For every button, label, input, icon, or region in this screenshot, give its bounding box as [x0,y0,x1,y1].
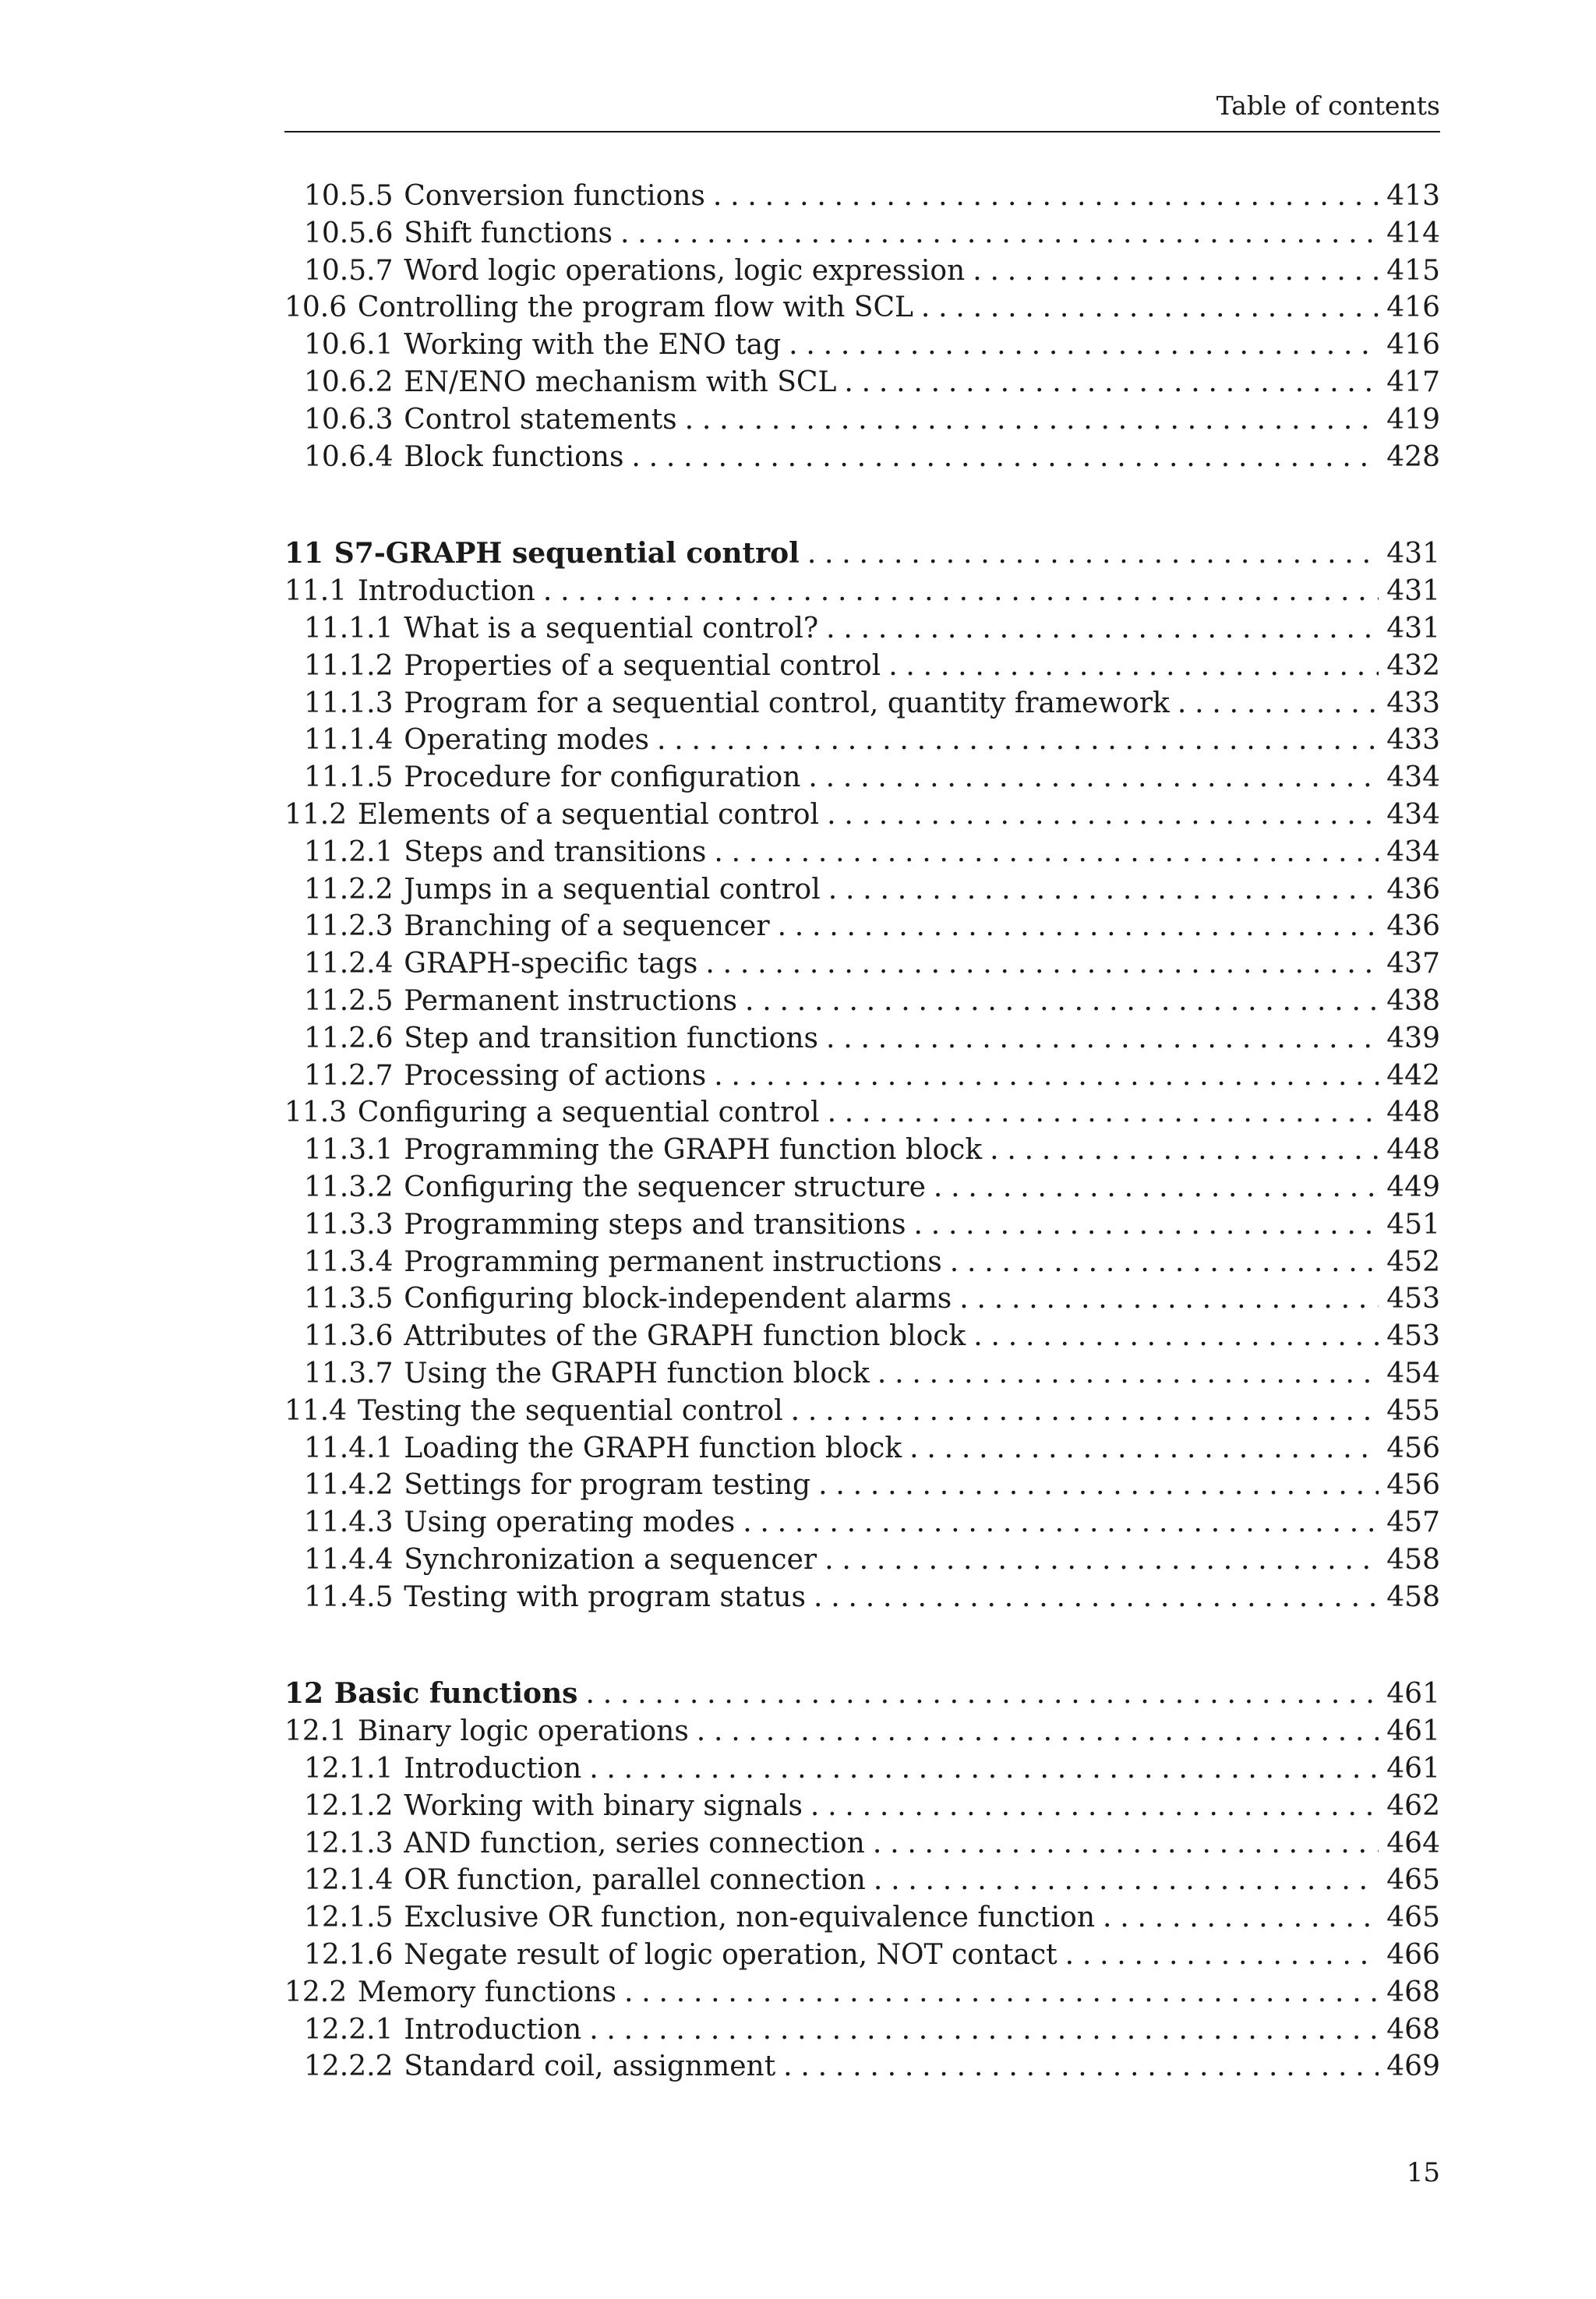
entry-number: 11.1.3 [304,687,394,719]
toc-entry[interactable] [284,178,1440,215]
entry-page: 417 [1386,366,1440,398]
dot-leader [950,1244,1379,1281]
entry-page: 455 [1386,1394,1440,1427]
entry-page: 465 [1386,1902,1440,1934]
entry-title: Block functions [404,440,624,473]
dot-leader [714,834,1379,871]
entry-number: 10.5.6 [304,217,394,249]
entry-number: 10.6.1 [304,329,394,362]
toc-entry[interactable] [284,1825,1440,1863]
entry-number: 11.1.4 [304,724,394,757]
entry-page: 448 [1386,1097,1440,1129]
entry-page: 442 [1386,1059,1440,1092]
entry-page: 432 [1386,649,1440,682]
entry-title: Basic functions [334,1677,578,1711]
entry-number: 11.4.5 [304,1580,394,1613]
dot-leader [814,1579,1379,1616]
entry-number: 10.5.5 [304,180,394,212]
toc-entry[interactable] [284,1467,1440,1504]
entry-title: Exclusive OR function, non-equivalence function [404,1902,1096,1934]
entry-number: 11.2.6 [304,1022,394,1054]
dot-leader [807,535,1379,573]
entry-page: 431 [1386,575,1440,608]
entry-number: 11.3.2 [304,1171,394,1203]
entry-page: 453 [1386,1283,1440,1315]
entry-number: 11.3.3 [304,1208,394,1241]
entry-number: 10.6.3 [304,403,394,436]
toc-entry[interactable] [284,1206,1440,1244]
toc-entry[interactable] [284,1713,1440,1750]
toc-entry[interactable] [284,1579,1440,1616]
dot-leader [808,759,1379,796]
toc-entry[interactable] [284,327,1440,364]
header-title: Table of contents [1216,90,1440,121]
entry-number: 11.2.4 [304,948,394,980]
entry-title: Branching of a sequencer [404,910,770,943]
entry-number: 12.1.1 [304,1753,394,1785]
entry-number: 10.6 [284,291,348,324]
entry-title: Configuring the sequencer structure [404,1171,926,1203]
entry-number: 11.1.5 [304,761,394,794]
entry-title: Introduction [404,1753,582,1785]
entry-title: Control statements [404,403,677,436]
entry-title: Settings for program testing [404,1469,811,1502]
entry-title: Program for a sequential control, quantity framework [404,687,1170,719]
entry-title: Elements of a sequential control [357,798,820,831]
entry-title: Controlling the program flow with SCL [357,291,913,324]
dot-leader [921,289,1379,327]
toc-chapter-entry[interactable] [284,535,1440,573]
page-number: 15 [1406,2157,1440,2188]
entry-title: Using operating modes [404,1506,736,1539]
dot-leader [990,1132,1379,1169]
toc-entry[interactable] [284,648,1440,685]
entry-page: 434 [1386,761,1440,794]
dot-leader [1103,1899,1379,1937]
entry-page: 428 [1386,440,1440,473]
toc-entry[interactable] [284,1541,1440,1579]
entry-number: 11.1 [284,575,348,608]
toc-entry[interactable] [284,1750,1440,1788]
entry-page: 465 [1386,1864,1440,1897]
toc-entry[interactable] [284,439,1440,476]
entry-title: Memory functions [357,1976,616,2008]
entry-page: 469 [1386,2050,1440,2083]
dot-leader [783,2048,1379,2085]
toc-entry[interactable] [284,1862,1440,1899]
toc-entry[interactable] [284,983,1440,1020]
entry-title: Standard coil, assignment [404,2050,776,2083]
entry-title: Introduction [404,2013,582,2046]
entry-page: 413 [1386,180,1440,212]
dot-leader [714,1058,1379,1095]
dot-leader [745,983,1379,1020]
entry-number: 11.2.2 [304,873,394,906]
entry-page: 453 [1386,1320,1440,1353]
dot-leader [828,1094,1379,1132]
toc-entry[interactable] [284,1058,1440,1095]
dot-leader [705,945,1379,983]
toc-entry[interactable] [284,945,1440,983]
entry-number: 11.2.5 [304,984,394,1017]
dot-leader [888,648,1379,685]
dot-leader [624,1974,1379,2011]
entry-page: 461 [1386,1715,1440,1748]
entry-page: 458 [1386,1543,1440,1576]
section-gap [284,475,1440,535]
dot-leader [657,722,1379,759]
dot-leader [543,573,1379,610]
entry-number: 11.4.4 [304,1543,394,1576]
entry-number: 11.2.7 [304,1059,394,1092]
toc-entry[interactable] [284,215,1440,253]
entry-title: Working with binary signals [404,1789,803,1822]
entry-title: Configuring a sequential control [357,1097,820,1129]
entry-title: Properties of a sequential control [404,649,881,682]
toc-entry[interactable] [284,796,1440,834]
entry-page: 458 [1386,1580,1440,1613]
toc-entry[interactable] [284,2011,1440,2049]
entry-title: Negate result of logic operation, NOT contact [404,1939,1058,1972]
entry-number: 11.4.2 [304,1469,394,1502]
entry-number: 12.1.4 [304,1864,394,1897]
toc-entry[interactable] [284,1132,1440,1169]
dot-leader [818,1467,1379,1504]
entry-page: 456 [1386,1432,1440,1464]
entry-title: Shift functions [404,217,613,249]
entry-page: 461 [1386,1678,1440,1711]
entry-page: 451 [1386,1208,1440,1241]
toc-entry[interactable] [284,289,1440,327]
entry-title: Processing of actions [404,1059,707,1092]
dot-leader [826,610,1379,648]
running-header [284,84,1440,132]
entry-number: 10.6.4 [304,440,394,473]
toc-entry[interactable] [284,1504,1440,1541]
entry-page: 434 [1386,798,1440,831]
dot-leader [589,1750,1379,1788]
dot-leader [743,1504,1379,1541]
toc-entry[interactable] [284,722,1440,759]
entry-title: Word logic operations, logic expression [404,254,966,287]
entry-page: 466 [1386,1939,1440,1972]
entry-title: AND function, series connection [404,1827,865,1859]
toc-entry[interactable] [284,401,1440,439]
entry-page: 456 [1386,1469,1440,1502]
entry-number: 12.2.1 [304,2013,394,2046]
entry-title: Testing with program status [404,1580,807,1613]
entry-page: 461 [1386,1753,1440,1785]
toc-entry[interactable] [284,759,1440,796]
entry-number: 11.1.1 [304,612,394,644]
entry-title: Binary logic operations [357,1715,689,1748]
entry-page: 436 [1386,910,1440,943]
entry-number: 12.1.5 [304,1902,394,1934]
entry-title: S7-GRAPH sequential control [334,537,800,570]
entry-page: 468 [1386,1976,1440,2008]
entry-page: 437 [1386,948,1440,980]
dot-leader [874,1862,1379,1899]
toc-entry[interactable] [284,1974,1440,2011]
toc-entry[interactable] [284,1244,1440,1281]
entry-number: 12.2 [284,1976,348,2008]
entry-page: 449 [1386,1171,1440,1203]
entry-page: 448 [1386,1134,1440,1167]
toc-entry[interactable] [284,1430,1440,1467]
entry-page: 414 [1386,217,1440,249]
toc-entry[interactable] [284,1788,1440,1825]
entry-title: Testing the sequential control [357,1394,783,1427]
dot-leader [973,253,1379,290]
entry-number: 10.6.2 [304,366,394,398]
dot-leader [810,1788,1379,1825]
entry-title: What is a sequential control? [404,612,819,644]
toc-entry[interactable] [284,1280,1440,1318]
toc-entry[interactable] [284,2048,1440,2085]
entry-number: 11.3.4 [304,1245,394,1278]
entry-page: 438 [1386,984,1440,1017]
entry-page: 433 [1386,724,1440,757]
entry-number: 11.3.7 [304,1357,394,1390]
entry-number: 11.3 [284,1097,348,1129]
toc-entry[interactable] [284,685,1440,722]
entry-page: 464 [1386,1827,1440,1859]
entry-title: Procedure for configuration [404,761,801,794]
entry-title: Step and transition functions [404,1022,819,1054]
toc-entry[interactable] [284,1899,1440,1937]
entry-page: 468 [1386,2013,1440,2046]
dot-leader [791,1393,1379,1430]
dot-leader [713,178,1379,215]
entry-title: Introduction [357,575,535,608]
entry-page: 439 [1386,1022,1440,1054]
entry-number: 11.2.3 [304,910,394,943]
toc-entry[interactable] [284,1355,1440,1393]
entry-page: 416 [1386,329,1440,362]
dot-leader [589,2011,1379,2049]
entry-number: 11.3.1 [304,1134,394,1167]
entry-title: Programming the GRAPH function block [404,1134,983,1167]
dot-leader [959,1280,1379,1318]
section-gap [284,1616,1440,1676]
entry-title: Conversion functions [404,180,705,212]
toc-entry[interactable] [284,1937,1440,1974]
toc-entry[interactable] [284,1393,1440,1430]
entry-title: Loading the GRAPH function block [404,1432,902,1464]
dot-leader [873,1825,1379,1863]
entry-number: 11.4 [284,1394,348,1427]
entry-title: Synchronization a sequencer [404,1543,817,1576]
entry-page: 431 [1386,538,1440,570]
entry-number: 12.1 [284,1715,348,1748]
entry-page: 436 [1386,873,1440,906]
entry-number: 12 [284,1677,324,1711]
dot-leader [685,401,1379,439]
toc-entry[interactable] [284,253,1440,290]
entry-number: 12.1.3 [304,1827,394,1859]
entry-page: 457 [1386,1506,1440,1539]
entry-title: Programming steps and transitions [404,1208,906,1241]
dot-leader [631,439,1379,476]
entry-number: 11.4.3 [304,1506,394,1539]
toc-entry[interactable] [284,871,1440,909]
dot-leader [1065,1937,1379,1974]
entry-title: Jumps in a sequential control [404,873,821,906]
dot-leader [778,908,1379,945]
entry-page: 419 [1386,403,1440,436]
table-of-contents [284,178,1440,2085]
toc-chapter-entry[interactable] [284,1676,1440,1713]
entry-number: 11.4.1 [304,1432,394,1464]
toc-entry[interactable] [284,1318,1440,1355]
entry-page: 433 [1386,687,1440,719]
entry-title: Programming permanent instructions [404,1245,942,1278]
entry-page: 454 [1386,1357,1440,1390]
entry-page: 434 [1386,835,1440,868]
entry-number: 11.3.5 [304,1283,394,1315]
entry-title: Steps and transitions [404,835,707,868]
entry-number: 11 [284,537,324,570]
toc-entry[interactable] [284,1020,1440,1058]
entry-number: 11.2.1 [304,835,394,868]
entry-title: Attributes of the GRAPH function block [404,1320,966,1353]
entry-page: 462 [1386,1789,1440,1822]
entry-title: Configuring block-independent alarms [404,1283,952,1315]
entry-title: Operating modes [404,724,650,757]
toc-entry[interactable] [284,1169,1440,1206]
entry-number: 11.3.6 [304,1320,394,1353]
toc-entry[interactable] [284,364,1440,401]
dot-leader [620,215,1379,253]
entry-number: 11.1.2 [304,649,394,682]
entry-title: Working with the ENO tag [404,329,782,362]
entry-title: Permanent instructions [404,984,738,1017]
dot-leader [824,1541,1379,1579]
entry-number: 10.5.7 [304,254,394,287]
dot-leader [826,1020,1379,1058]
toc-entry[interactable] [284,834,1440,871]
entry-number: 12.1.6 [304,1939,394,1972]
entry-title: OR function, parallel connection [404,1864,866,1897]
dot-leader [844,364,1379,401]
entry-title: Using the GRAPH function block [404,1357,870,1390]
dot-leader [697,1713,1379,1750]
dot-leader [973,1318,1379,1355]
entry-page: 452 [1386,1245,1440,1278]
toc-entry[interactable] [284,573,1440,610]
entry-number: 11.2 [284,798,348,831]
entry-number: 12.1.2 [304,1789,394,1822]
toc-entry[interactable] [284,610,1440,648]
dot-leader [827,796,1379,834]
dot-leader [877,1355,1379,1393]
dot-leader [934,1169,1379,1206]
entry-page: 416 [1386,291,1440,324]
dot-leader [1178,685,1379,722]
entry-page: 415 [1386,254,1440,287]
dot-leader [585,1676,1379,1713]
dot-leader [789,327,1379,364]
dot-leader [828,871,1379,909]
entry-title: GRAPH-specific tags [404,948,698,980]
dot-leader [913,1206,1379,1244]
entry-title: EN/ENO mechanism with SCL [404,366,837,398]
toc-entry[interactable] [284,908,1440,945]
dot-leader [909,1430,1379,1467]
toc-entry[interactable] [284,1094,1440,1132]
entry-page: 431 [1386,612,1440,644]
entry-number: 12.2.2 [304,2050,394,2083]
